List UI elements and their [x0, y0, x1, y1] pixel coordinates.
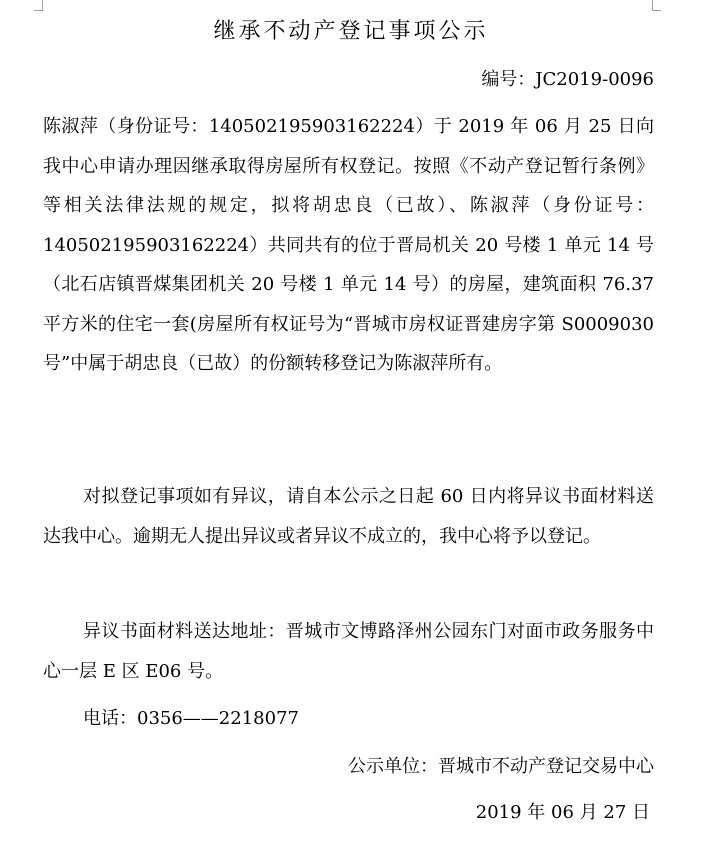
issuing-unit: 公示单位：晋城市不动产登记交易中心 — [348, 756, 654, 777]
paragraph-objection-notice: 对拟登记事项如有异议，请自本公示之日起 60 日内将异议书面材料送达我中心。逾期无人提出异议或者异议不成立的，我中心将予以登记。 — [43, 486, 654, 547]
paragraph-objection-address: 异议书面材料送达地址：晋城市文博路泽州公园东门对面市政务服务中心一层 E 区 E06 号。 — [43, 621, 654, 682]
page-corner-mark-right — [652, 0, 661, 11]
contact-phone: 电话：0356——2218077 — [83, 708, 299, 729]
page-corner-mark-left — [34, 0, 43, 11]
document-title: 继承不动产登记事项公示 — [213, 19, 489, 44]
issue-date: 2019 年 06 月 27 日 — [475, 802, 650, 823]
document-number: 编号：JC2019-0096 — [481, 69, 654, 90]
paragraph-application: 陈淑萍（身份证号：140502195903162224）于 2019 年 06 月 25 日向我中心申请办理因继承取得房屋所有权登记。按照《不动产登记暂行条例》等相关法律法规的规定，拟将胡忠良（已故）、陈淑萍（身份证号：140502195903162224）共同共有的位于晋局机关 20 号楼 1 单元 14 号（北石店镇晋煤集团机关 20 号楼 1 单元 14 号）的房屋，建筑面积 76.37 平方米的住宅一套(房屋所有权证号为“晋城市房权证晋建房字第 S0009030 号”中属于胡忠良（已故）的份额转移登记为陈淑萍所有。 — [43, 116, 654, 374]
